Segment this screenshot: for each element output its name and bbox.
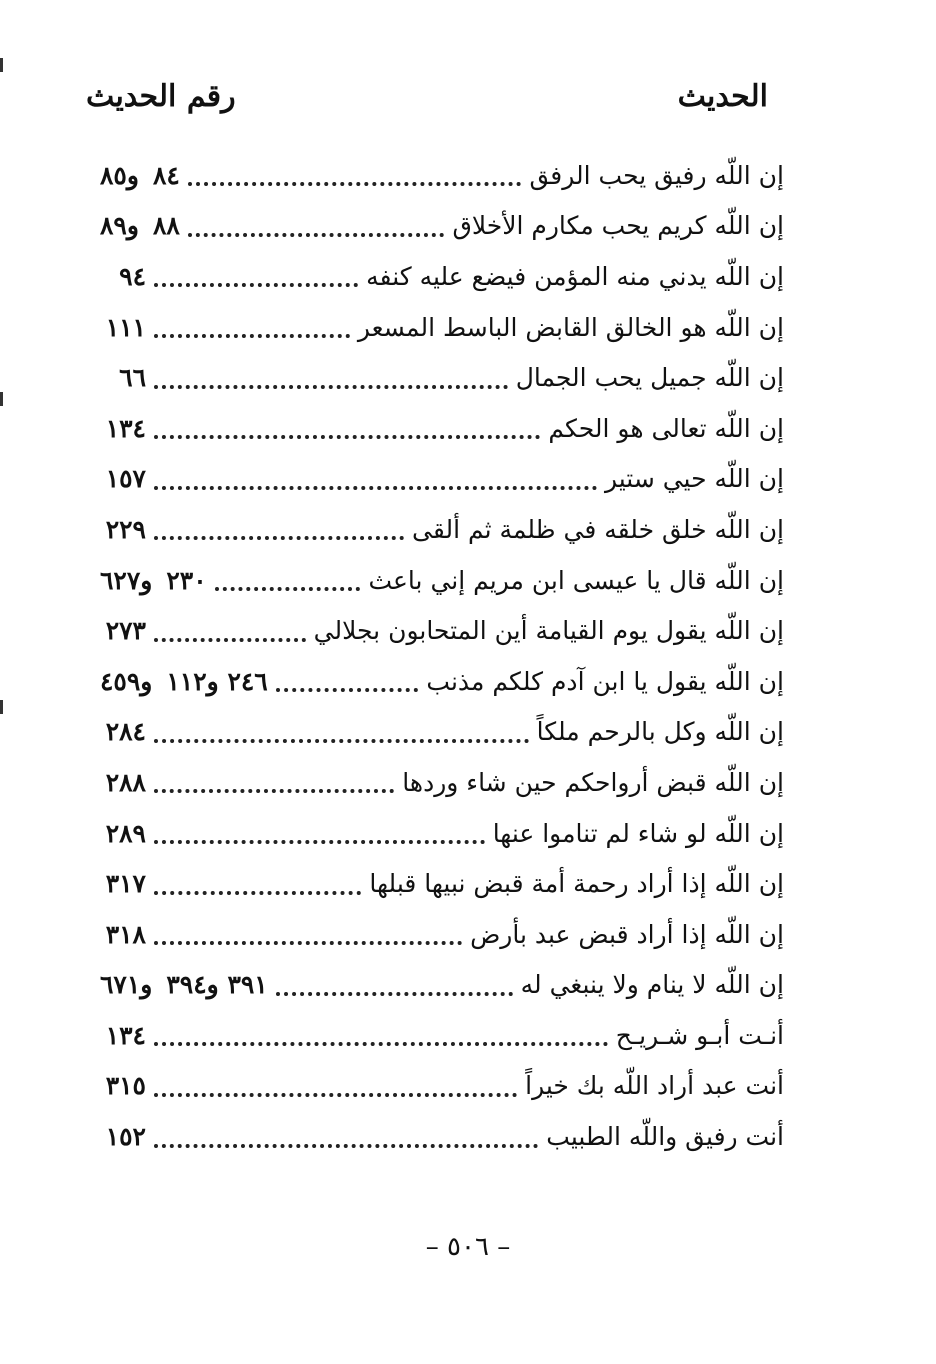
dot-leader	[154, 783, 394, 793]
hadith-numbers	[100, 313, 146, 342]
hadith-number: ٢٤٦ و١١٢	[166, 666, 268, 696]
dot-leader	[154, 935, 462, 945]
hadith-numbers	[100, 262, 146, 291]
hadith-numbers	[100, 1122, 146, 1151]
hadith-index-list	[100, 150, 784, 1162]
hadith-numbers	[100, 970, 268, 999]
hadith-number: ٢٨٤	[105, 717, 146, 747]
index-row	[100, 454, 784, 505]
hadith-number: ١٥٢	[105, 1122, 146, 1152]
dot-leader	[276, 682, 419, 692]
hadith-text: إن اللّه حيي ستير	[604, 464, 784, 494]
index-row	[100, 656, 784, 707]
hadith-number: ٣٩١ و٣٩٤	[166, 970, 268, 1000]
index-row	[100, 251, 784, 302]
index-row	[100, 1111, 784, 1162]
hadith-number: ٢٢٩	[105, 514, 146, 544]
hadith-text: إن اللّه لا ينام ولا ينبغي له	[520, 970, 784, 1000]
hadith-numbers	[100, 515, 146, 544]
hadith-text: إن اللّه لو شاء لم تناموا عنها	[492, 818, 784, 848]
hadith-text: إن اللّه هو الخالق القابض الباسط المسعر	[357, 312, 784, 342]
index-row	[100, 808, 784, 859]
hadith-numbers	[100, 1021, 146, 1050]
dot-leader	[154, 277, 358, 287]
page-number: – ٥٠٦ –	[425, 1232, 511, 1262]
dot-leader	[276, 986, 513, 996]
hadith-number: و٦٧١	[100, 970, 153, 1000]
dot-leader	[154, 379, 508, 389]
hadith-numbers	[100, 566, 207, 595]
hadith-number: ٩٤	[119, 261, 146, 291]
hadith-text: إن اللّه إذا أراد رحمة أمة قبض نبيها قبلها	[369, 869, 784, 899]
dot-leader	[154, 632, 306, 642]
hadith-text: إن اللّه رفيق يحب الرفق	[529, 160, 784, 190]
hadith-number: ٦٦	[119, 363, 146, 393]
hadith-column-header: الحديث	[677, 78, 768, 114]
index-row	[100, 757, 784, 808]
dot-leader	[215, 581, 361, 591]
hadith-text: إن اللّه كريم يحب مكارم الأخلاق	[452, 211, 784, 241]
dot-leader	[154, 328, 350, 338]
hadith-number: ٢٧٣	[105, 616, 146, 646]
hadith-text: إن اللّه وكل بالرحم ملكاً	[536, 717, 784, 747]
hadith-numbers	[100, 1071, 146, 1100]
hadith-numbers	[100, 869, 146, 898]
dot-leader	[154, 480, 597, 490]
hadith-number: ٣١٨	[105, 919, 146, 949]
index-row	[100, 352, 784, 403]
dot-leader	[154, 1138, 538, 1148]
hadith-numbers	[100, 717, 146, 746]
column-headers	[86, 66, 768, 126]
hadith-text: إن اللّه قال يا عيسى ابن مريم إني باعث	[368, 565, 784, 595]
index-row	[100, 1061, 784, 1112]
index-row	[100, 504, 784, 555]
hadith-text: أنت عبد أراد اللّه بك خيراً	[525, 1071, 784, 1101]
scan-edge-mark	[0, 700, 3, 714]
hadith-text: إن اللّه يدني منه المؤمن فيضع عليه كنفه	[366, 261, 784, 291]
hadith-number: و٨٩	[100, 211, 139, 241]
hadith-numbers	[100, 616, 146, 645]
dot-leader	[154, 885, 361, 895]
index-row	[100, 960, 784, 1011]
hadith-numbers	[100, 211, 180, 240]
hadith-number: ٨٨	[152, 211, 180, 241]
hadith-text: أنـت أبـو شـريـح	[615, 1020, 784, 1050]
dot-leader	[154, 429, 540, 439]
hadith-numbers	[100, 819, 146, 848]
index-row	[100, 605, 784, 656]
hadith-text: إن اللّه تعالى هو الحكم	[548, 413, 784, 443]
hadith-text: إن اللّه جميل يحب الجمال	[515, 363, 784, 393]
hadith-number-column-header: رقم الحديث	[86, 78, 236, 114]
hadith-number: و٦٢٧	[100, 565, 153, 595]
index-row	[100, 1010, 784, 1061]
hadith-number: و٨٥	[100, 160, 139, 190]
index-row	[100, 201, 784, 252]
hadith-number: ٢٨٩	[105, 818, 146, 848]
hadith-number: ٢٨٨	[105, 767, 146, 797]
hadith-numbers	[100, 920, 146, 949]
dot-leader	[154, 834, 485, 844]
hadith-number: ٨٤	[152, 160, 180, 190]
dot-leader	[154, 530, 404, 540]
hadith-numbers	[100, 363, 146, 392]
scan-edge-mark	[0, 58, 3, 72]
index-row	[100, 150, 784, 201]
hadith-number: ٣١٥	[105, 1071, 146, 1101]
hadith-text: إن اللّه يقول يا ابن آدم كلكم مذنب	[426, 666, 784, 696]
dot-leader	[154, 1087, 517, 1097]
hadith-number: ١٣٤	[105, 1020, 146, 1050]
hadith-numbers	[100, 667, 268, 696]
hadith-number: ٣١٧	[105, 869, 146, 899]
hadith-numbers	[100, 768, 146, 797]
index-row	[100, 707, 784, 758]
hadith-text: إن اللّه إذا أراد قبض عبد بأرض	[470, 919, 784, 949]
index-row	[100, 403, 784, 454]
index-row	[100, 909, 784, 960]
hadith-number: ١٥٧	[105, 464, 146, 494]
dot-leader	[154, 733, 529, 743]
index-row	[100, 302, 784, 353]
hadith-text: أنت رفيق واللّه الطبيب	[546, 1122, 784, 1152]
hadith-number: ١٣٤	[105, 413, 146, 443]
hadith-numbers	[100, 464, 146, 493]
dot-leader	[188, 227, 445, 237]
index-row	[100, 555, 784, 606]
hadith-text: إن اللّه قبض أرواحكم حين شاء وردها	[402, 767, 784, 797]
index-row	[100, 858, 784, 909]
scan-edge-mark	[0, 392, 3, 406]
dot-leader	[188, 176, 522, 186]
hadith-number: ١١١	[105, 312, 146, 342]
hadith-text: إن اللّه خلق خلقه في ظلمة ثم ألقى	[412, 514, 784, 544]
hadith-text: إن اللّه يقول يوم القيامة أين المتحابون بجلالي	[313, 616, 784, 646]
hadith-number: ٢٣٠	[166, 565, 207, 595]
hadith-number: و٤٥٩	[100, 666, 153, 696]
dot-leader	[154, 1036, 608, 1046]
hadith-numbers	[100, 414, 146, 443]
hadith-numbers	[100, 161, 180, 190]
